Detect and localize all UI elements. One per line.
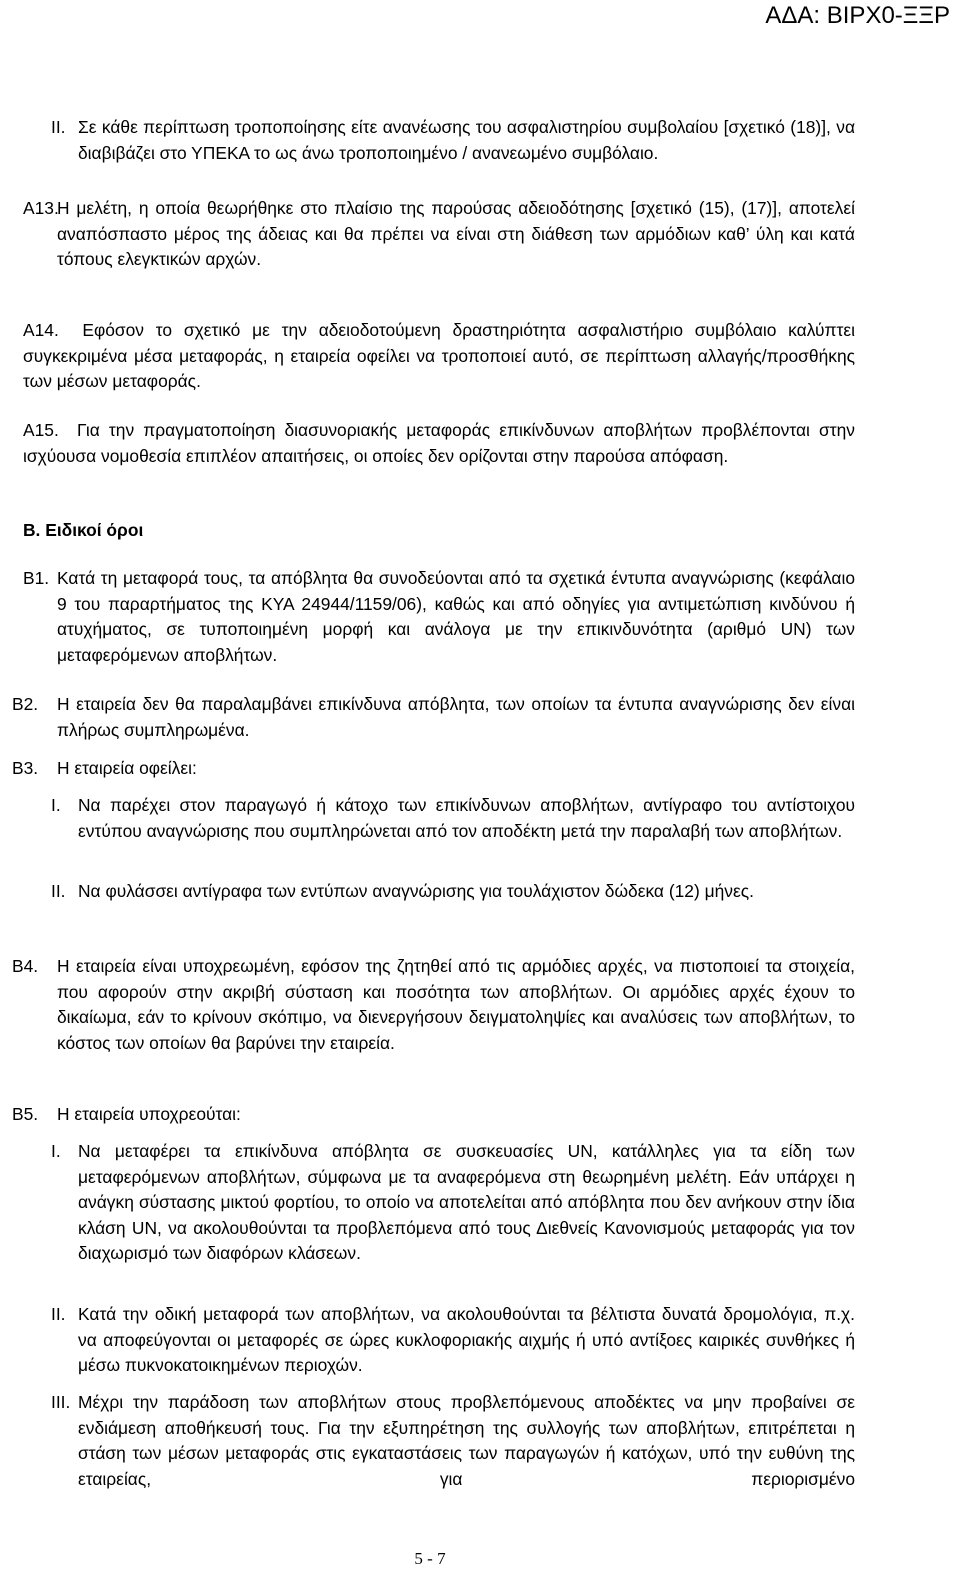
clause-b3 [0,756,960,782]
clause-text: Κατά τη μεταφορά τους, τα απόβλητα θα συνοδεύονται από τα σχετικά έντυπα αναγνώρισης (κεφάλαιο 9 του παραρτήματος της ΚΥΑ 24944/1159/06), καθώς και από οδηγίες για αντιμετώπιση κινδύνου ή ατυχήματος, σε τυποποιημένη μορφή και ανάλογα με την επικινδυνότητα (αριθμό UN) των μεταφερόμενων αποβλήτων. [57,568,855,665]
document-code: ΑΔΑ: ΒΙΡΧ0-ΞΞΡ [765,2,950,29]
clause-b3-ii [0,879,960,905]
clause-text: Η εταιρεία οφείλει: [57,758,197,778]
clause-a12-ii [0,115,960,166]
clause-text: Η μελέτη, η οποία θεωρήθηκε στο πλαίσιο της παρούσας αδειοδότησης [σχετικό (15), (17)], αποτελεί αναπόσπαστο μέρος της άδειας και θα πρέπει να είναι στη διάθεση των αρμόδιων καθ’ ύλη και κατά τόπους ελεγκτικών αρχών. [57,198,855,270]
clause-text: Μέχρι την παράδοση των αποβλήτων στους προβλεπόμενους αποδέκτες να μην προβαίνει σε ενδιάμεση αποθήκευσή τους. Για την εξυπηρέτηση της συλλογής των αποβλήτων, επιτρέπεται η στάση των μέσων μεταφοράς στις εγκαταστάσεις των παραγωγών ή κατόχων, υπό την ευθύνη της εταιρείας, για περιορισμένο [78,1392,855,1489]
clause-label: I. [51,1141,61,1161]
clause-paragraph [23,318,855,395]
clause-text: Η εταιρεία υποχρεούται: [57,1104,241,1124]
clause-b3-i [0,793,960,844]
clause-label: Β4. [12,956,39,976]
clause-b5-i [0,1139,960,1267]
clause-text: Να παρέχει στον παραγωγό ή κάτοχο των επικίνδυνων αποβλήτων, αντίγραφο του αντίστοιχου εντύπου αναγνώρισης που συμπληρώνεται από τον αποδέκτη μετά την παραλαβή των αποβλήτων. [78,795,855,841]
clause-text: Να φυλάσσει αντίγραφα των εντύπων αναγνώρισης για τουλάχιστον δώδεκα (12) μήνες. [78,881,754,901]
section-heading [0,518,960,544]
clause-label: III. [51,1392,71,1412]
clause-paragraph [23,418,855,469]
clause-label: II. [51,1304,66,1324]
clause-label: II. [51,881,66,901]
clause-text: Η εταιρεία είναι υποχρεωμένη, εφόσον της ζητηθεί από τις αρμόδιες αρχές, να πιστοποιεί τα στοιχεία, που αφορούν στην ακριβή σύσταση και ποσότητα των αποβλήτων. Οι αρμόδιες αρχές έχουν το δικαίωμα, εάν το κρίνουν σκόπιμο, να διενεργήσουν δειγματοληψίες και αναλύσεις των αποβλήτων, το κόστος των οποίων θα βαρύνει την εταιρεία. [57,956,855,1053]
clause-b5-ii [0,1302,960,1379]
clause-b1 [0,566,960,668]
clause-text: Να μεταφέρει τα επικίνδυνα απόβλητα σε συσκευασίες UN, κατάλληλες για τα είδη των μεταφερόμενων αποβλήτων, σύμφωνα με τα αναφερόμενα στη θεωρημένη μελέτη. Εάν υπάρχει η ανάγκη σύστασης μικτού φορτίου, το οποίο να αποτελείται από απόβλητα που δεν ανήκουν στην ίδια κλάση UN, να ακολουθούνται τα προβλεπόμενα από τους Διεθνείς Κανονισμούς μεταφοράς για τον διαχωρισμό των διαφόρων κλάσεων. [78,1141,855,1264]
clause-text: Κατά την οδική μεταφορά των αποβλήτων, να ακολουθούνται τα βέλτιστα δυνατά δρομολόγια, π.χ. να αποφεύγονται οι μεταφορές σε ώρες κυκλοφοριακής αιχμής ή υπό αντίξοες καιρικές συνθήκες ή μέσω πυκνοκατοικημένων περιοχών. [78,1304,855,1376]
clause-a13 [0,196,960,273]
page-number: 5 - 7 [414,1549,446,1568]
section-b-heading: Β. Ειδικοί όροι [23,520,144,540]
clause-label: Α14. [23,320,59,340]
clause-b5 [0,1102,960,1128]
clause-b5-iii [0,1390,960,1492]
clause-label: Β3. [12,758,39,778]
clause-b4 [0,954,960,1056]
clause-text: Για την πραγματοποίηση διασυνοριακής μεταφοράς επικίνδυνων αποβλήτων προβλέπονται στην ισχύουσα νομοθεσία επιπλέον απαιτήσεις, οι οποίες δεν ορίζονται στην παρούσα απόφαση. [23,420,855,466]
clause-text: Η εταιρεία δεν θα παραλαμβάνει επικίνδυνα απόβλητα, των οποίων τα έντυπα αναγνώρισης δεν είναι πλήρως συμπληρωμένα. [57,694,855,740]
clause-label: Β5. [12,1104,39,1124]
clause-text: Εφόσον το σχετικό με την αδειοδοτούμενη δραστηριότητα ασφαλιστήριο συμβόλαιο καλύπτει συγκεκριμένα μέσα μεταφοράς, η εταιρεία οφείλει να τροποποιεί αυτό, σε περίπτωση αλλαγής/προσθήκης των μέσων μεταφοράς. [23,320,855,392]
clause-label: Α15. [23,420,59,440]
clause-a14 [0,318,960,395]
clause-b2 [0,692,960,743]
clause-label: Α13. [23,198,59,218]
clause-a15 [0,418,960,469]
clause-text: Σε κάθε περίπτωση τροποποίησης είτε ανανέωσης του ασφαλιστηρίου συμβολαίου [σχετικό (18)], να διαβιβάζει στο ΥΠΕΚΑ το ως άνω τροποποιημένο / ανανεωμένο συμβόλαιο. [78,117,855,163]
clause-label: II. [51,117,66,137]
clause-label: Β2. [12,694,39,714]
clause-label: I. [51,795,61,815]
clause-label: Β1. [23,568,50,588]
